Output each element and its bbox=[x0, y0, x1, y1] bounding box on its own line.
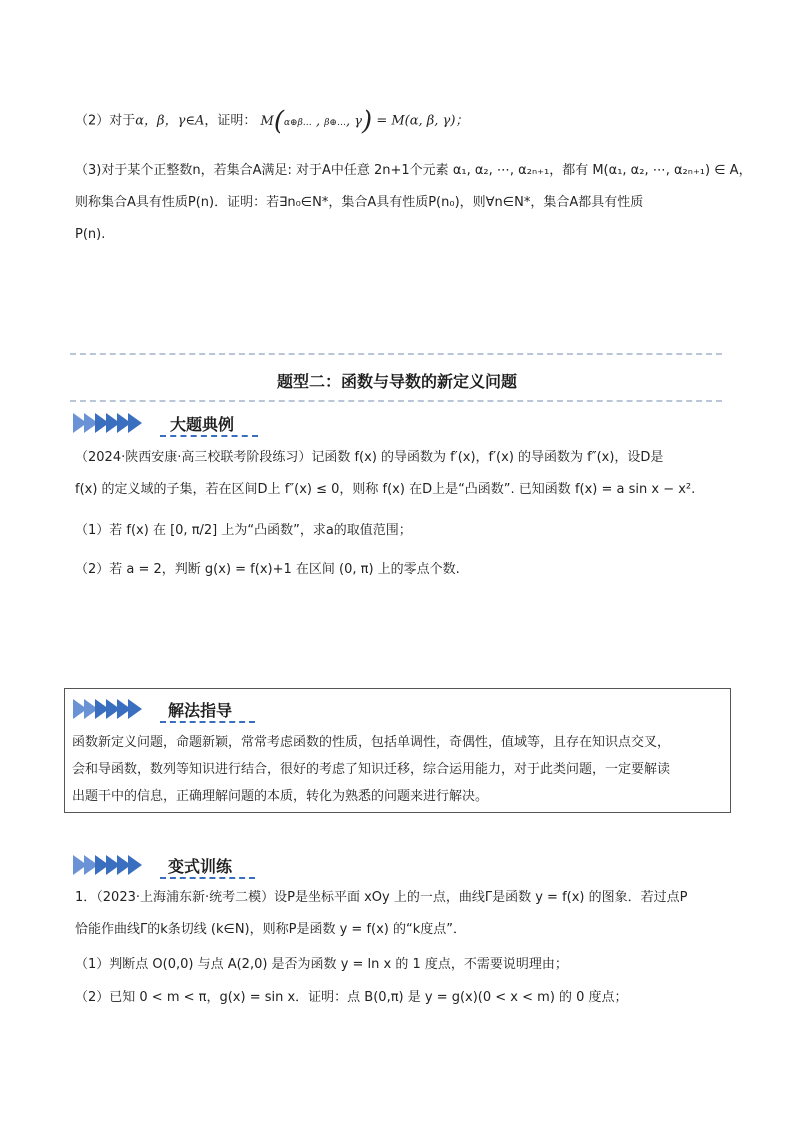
q2-vars: α，β，γ∈A bbox=[135, 113, 205, 129]
example-question-2: （2）若 a = 2，判断 g(x) = f(x)+1 在区间 (0, π) 上的零点个数. bbox=[75, 562, 460, 577]
training-question-2: （2）已知 0 < m < π，g(x) = sin x．证明：点 B(0,π) 是 y = g(x)(0 < x < m) 的 0 度点； bbox=[75, 990, 628, 1005]
example-chevrons-icon bbox=[73, 413, 139, 433]
method-heading: 解法指导 bbox=[168, 701, 233, 720]
divider-bottom bbox=[70, 400, 722, 402]
training-line-1: 1．（2023·上海浦东新·统考二模）设P是坐标平面 xOy 上的一点，曲线Γ是函数 y = f(x) 的图象．若过点P bbox=[75, 890, 688, 905]
q2-mid: ，证明： bbox=[204, 113, 257, 129]
method-line-2: 会和导函数，数列等知识进行结合，很好的考虑了知识迁移，综合运用能力，对于此类问题，一定要解读 bbox=[72, 762, 671, 777]
method-line-3: 出题干中的信息，正确理解问题的本质，转化为熟悉的问题来进行解决。 bbox=[72, 789, 489, 804]
divider-top bbox=[70, 353, 722, 355]
training-chevrons-icon bbox=[73, 855, 139, 875]
example-line-1: （2024·陕西安康·高三校联考阶段练习）记函数 f(x) 的导函数为 f′(x)，f′(x) 的导函数为 f″(x)，设D是 bbox=[75, 450, 664, 465]
training-underline bbox=[160, 877, 255, 879]
section-title: 题型二：函数与导数的新定义问题 bbox=[276, 372, 517, 391]
method-line-1: 函数新定义问题，命题新颖，常常考虑函数的性质，包括单调性，奇偶性，值域等，且存在知识点交叉， bbox=[72, 735, 671, 750]
q2-prefix: （2）对于 bbox=[75, 113, 136, 129]
training-question-1: （1）判断点 O(0,0) 与点 A(2,0) 是否为函数 y = ln x 的 1 度点，不需要说明理由； bbox=[75, 957, 568, 972]
method-underline bbox=[160, 721, 255, 723]
question-part-3-line3: P(n). bbox=[75, 227, 106, 242]
training-line-2: 恰能作曲线Γ的k条切线 (k∈N)，则称P是函数 y = f(x) 的“k度点”． bbox=[75, 922, 466, 937]
question-part-3-line1: （3)对于某个正整数n，若集合A满足: 对于A中任意 2n+1个元素 α₁, α₂, ⋯, α₂ₙ₊₁，都有 M(α₁, α₂, ⋯, α₂ₙ₊₁) ∈ A， bbox=[75, 163, 752, 178]
q2-rhs: = M(α, β, γ)； bbox=[376, 113, 469, 129]
example-question-1: （1）若 f(x) 在 [0, π/2] 上为“凸函数”，求a的取值范围； bbox=[75, 523, 412, 538]
example-heading: 大题典例 bbox=[170, 415, 235, 434]
training-heading: 变式训练 bbox=[168, 857, 233, 876]
example-underline bbox=[160, 435, 258, 437]
example-line-2: f(x) 的定义域的子集，若在区间D上 f″(x) ≤ 0，则称 f(x) 在D上是“凸函数”. 已知函数 f(x) = a sin x − x². bbox=[75, 482, 696, 497]
question-part-3-line2: 则称集合A具有性质P(n)．证明：若∃n₀∈N*，集合A具有性质P(n₀)，则∀n∈N*，集合A都具有性质 bbox=[75, 195, 644, 210]
method-chevrons-icon bbox=[73, 699, 139, 719]
question-part-2 bbox=[75, 106, 469, 136]
q2-lhs: M(α⊕β… , β⊕…, γ) bbox=[256, 106, 373, 136]
